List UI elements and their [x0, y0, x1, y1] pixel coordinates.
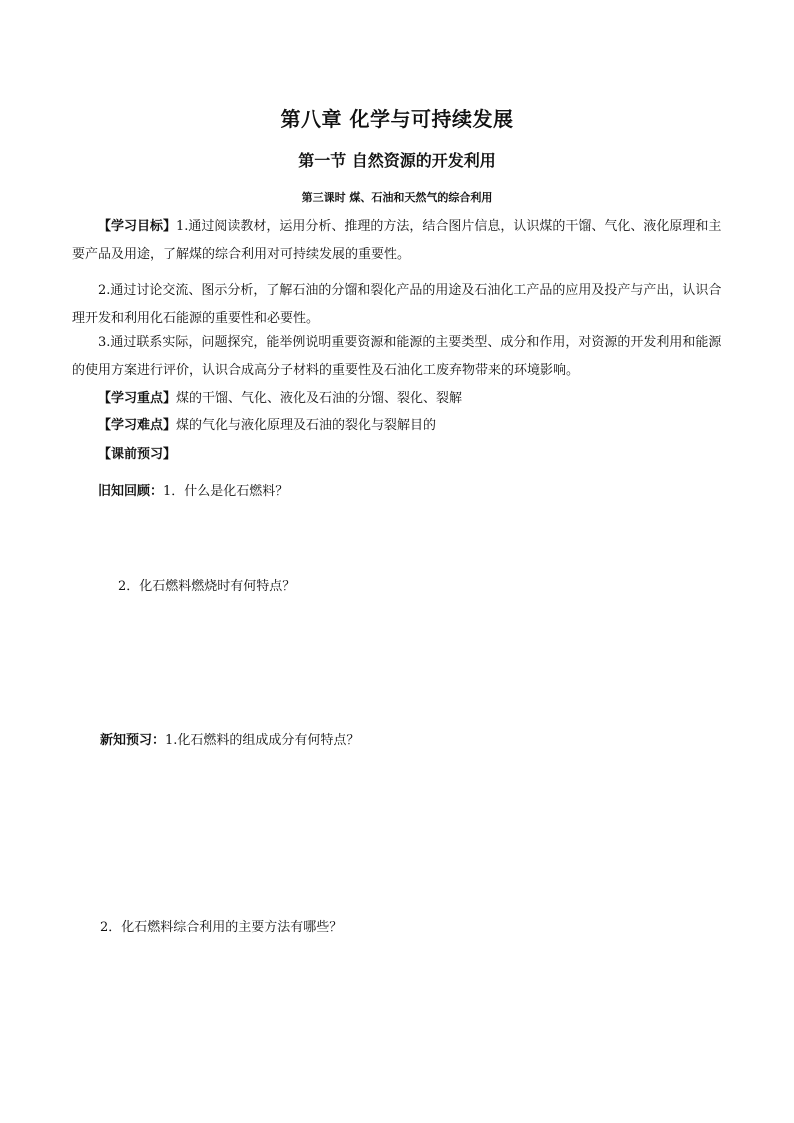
- new-preview-question-2: 2．化石燃料综合利用的主要方法有哪些？: [100, 920, 343, 935]
- new-preview-label: 新知预习：: [100, 733, 166, 748]
- objective-item-2: [72, 277, 732, 333]
- new-preview-question-1: [100, 729, 359, 748]
- review-question-2: 2．化石燃料燃烧时有何特点？: [118, 579, 296, 594]
- difficulties-label: 【学习难点】: [98, 418, 177, 433]
- lesson-title: 第三课时 煤、石油和天然气的综合利用: [301, 191, 493, 204]
- preview-label: 【课前预习】: [98, 447, 177, 462]
- objective-text-1: 1.通过阅读教材，运用分析、推理的方法，结合图片信息，认识煤的干馏、气化、液化原理和主要产品及用途，了解煤的综合利用对可持续发展的重要性。: [72, 219, 722, 262]
- difficulties: [98, 414, 436, 433]
- objective-item-1: [72, 213, 732, 269]
- new-preview-q1-text: 1.化石燃料的组成成分有何特点？: [165, 733, 360, 748]
- key-points-label: 【学习重点】: [98, 391, 177, 406]
- key-points-text: 煤的干馏、气化、液化及石油的分馏、裂化、裂解: [176, 391, 463, 406]
- chapter-title: 第八章 化学与可持续发展: [280, 107, 514, 131]
- review-question-1: [98, 480, 288, 499]
- section-title: 第一节 自然资源的开发利用: [298, 151, 496, 170]
- objective-item-3: [72, 329, 732, 385]
- difficulties-text: 煤的气化与液化原理及石油的裂化与裂解目的: [176, 418, 437, 433]
- key-points: [98, 387, 462, 406]
- objective-text-3: 3.通过联系实际，问题探究，能举例说明重要资源和能源的主要类型、成分和作用，对资源的开发利用和能源的使用方案进行评价，认识合成高分子材料的重要性及石油化工废弃物带来的环境影响。: [72, 335, 722, 378]
- objective-text-2: 2.通过讨论交流、图示分析，了解石油的分馏和裂化产品的用途及石油化工产品的应用及投产与产出，认识合理开发和利用化石能源的重要性和必要性。: [72, 283, 722, 326]
- review-label: 旧知回顾：: [98, 484, 164, 499]
- review-q1-text: 1．什么是化石燃料？: [163, 484, 289, 499]
- objectives-label: 【学习目标】: [98, 219, 177, 234]
